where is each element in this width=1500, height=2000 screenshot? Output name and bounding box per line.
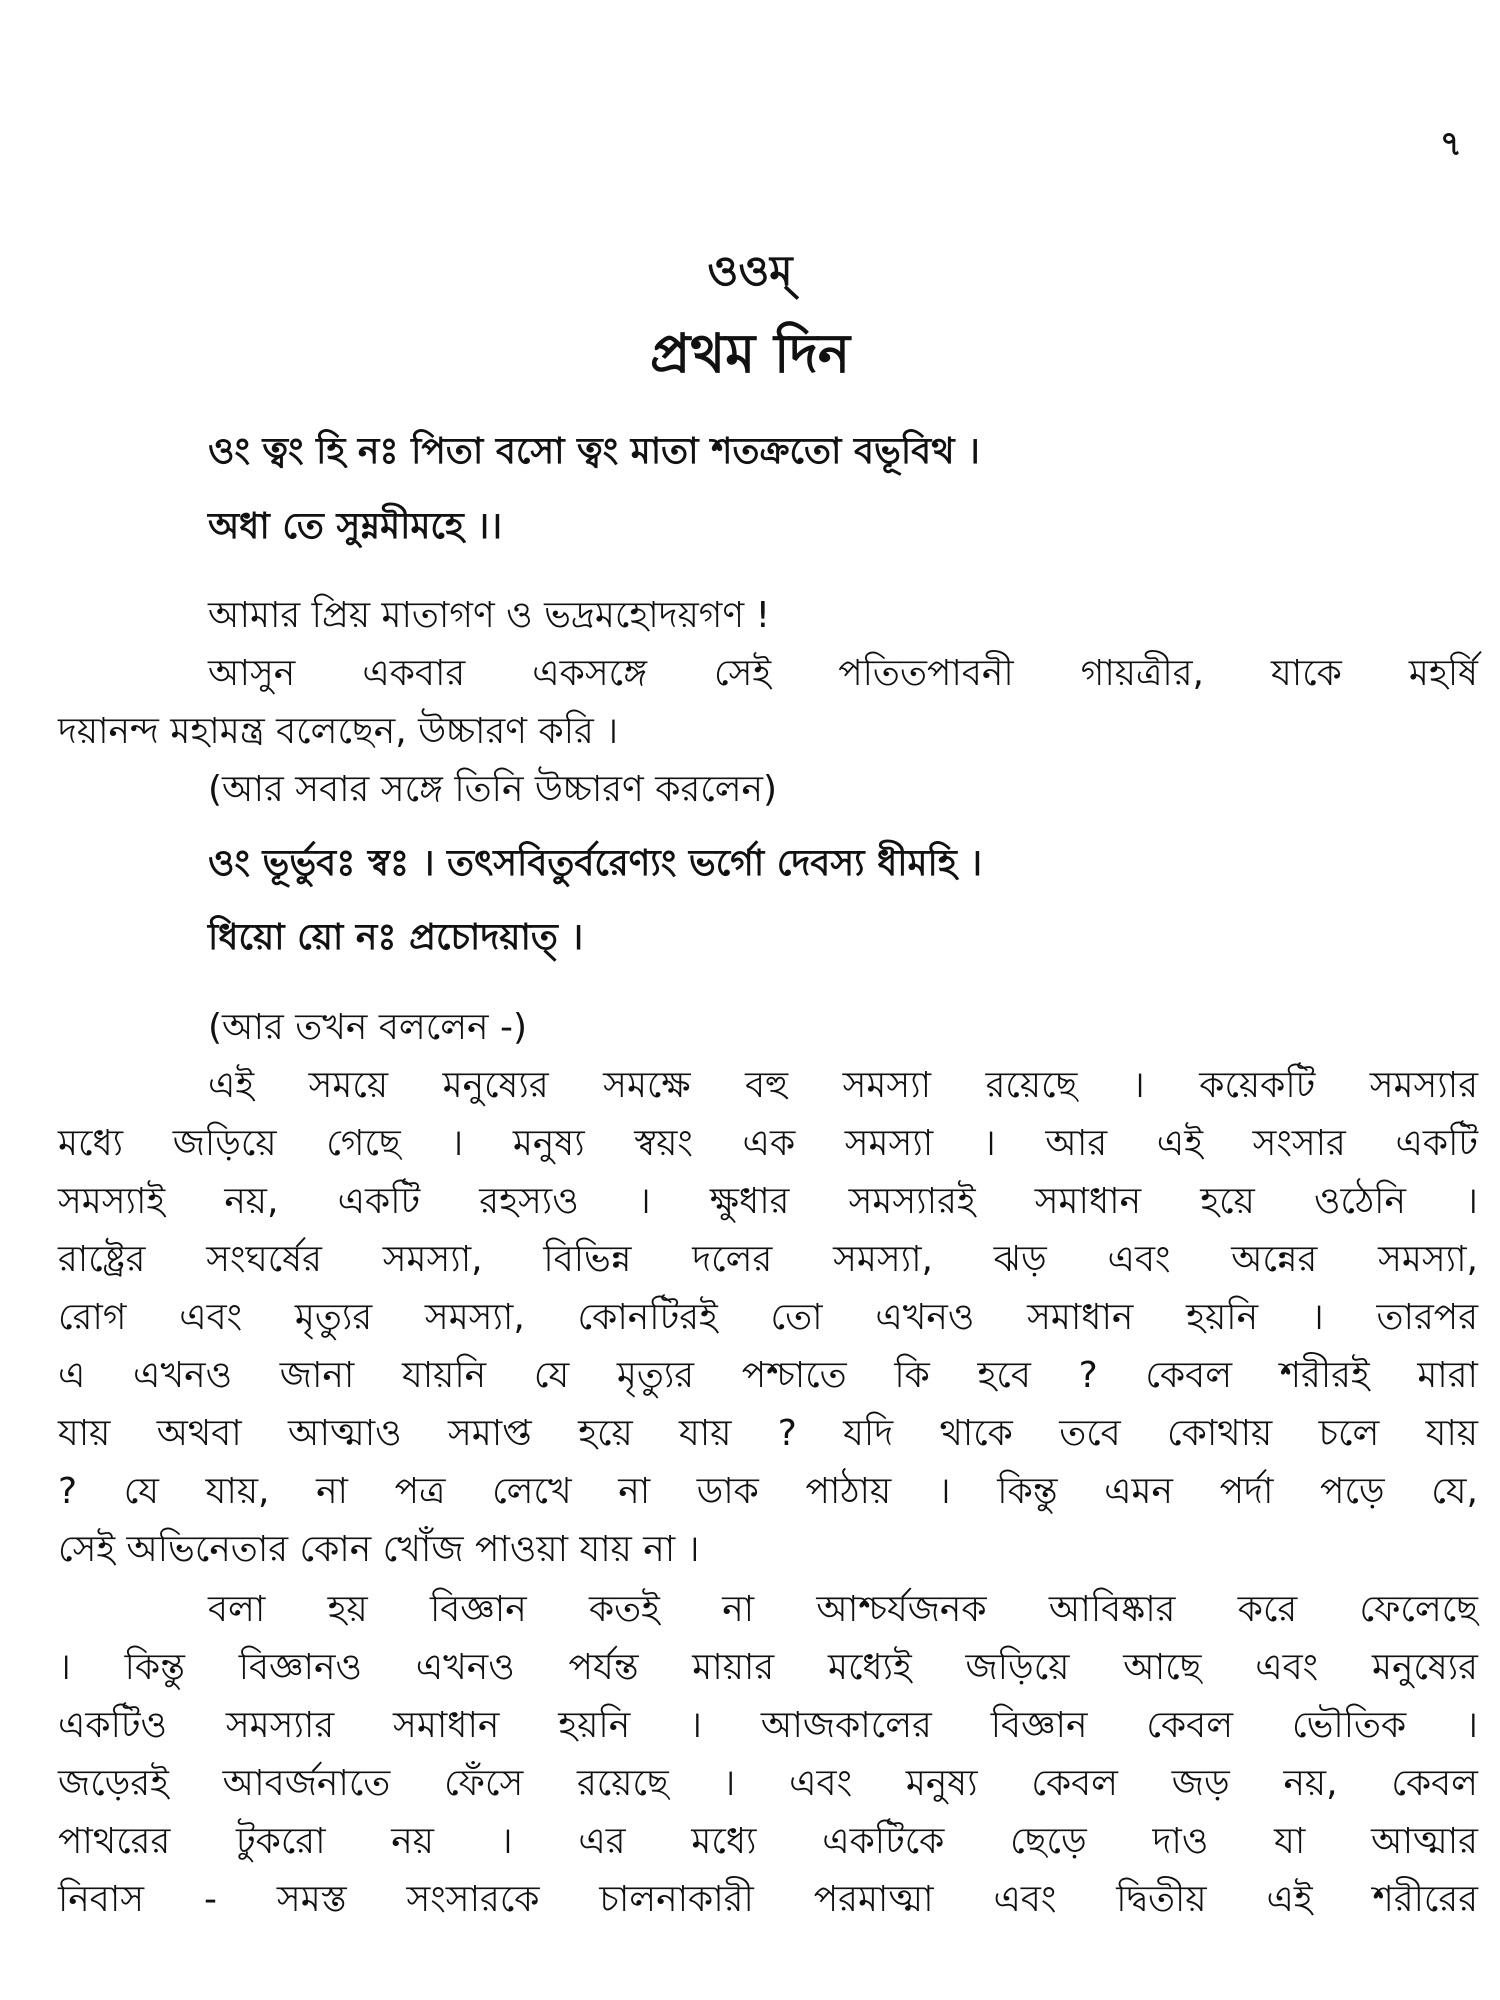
paragraph-line: রাষ্ট্রের সংঘর্ষের সমস্যা, বিভিন্ন দলের সমস্যা, ঝড় এবং অন্নের সমস্যা, <box>58 1239 1478 1280</box>
paragraph-line: এই সময়ে মনুষ্যের সমক্ষে বহু সমস্যা রয়েছে । কয়েকটি সমস্যার <box>208 1065 1478 1106</box>
intro-line: আসুন একবার একসঙ্গে সেই পতিতপাবনী গায়ত্রীর, যাকে মহর্ষি <box>208 653 1478 694</box>
paragraph-line: একটিও সমস্যার সমাধান হয়নি । আজকালের বিজ্ঞান কেবল ভৌতিক । <box>58 1705 1478 1746</box>
paragraph-line: পাথরের টুকরো নয় । এর মধ্যে একটিকে ছেড়ে দাও যা আত্মার <box>58 1821 1478 1862</box>
gayatri-line: ধিয়ো য়ো নঃ প্রচোদয়াত্ । <box>208 917 584 958</box>
mantra-line: ওং ত্বং হি নঃ পিতা বসো ত্বং মাতা শতক্রতো বভূবিথ । <box>208 431 980 472</box>
paragraph-line: (আর তখন বললেন -) <box>208 1007 527 1048</box>
paragraph-line: ? যে যায়, না পত্র লেখে না ডাক পাঠায় । কিন্তু এমন পর্দা পড়ে যে, <box>58 1471 1478 1512</box>
paragraph-line: যায় অথবা আত্মাও সমাপ্ত হয়ে যায় ? যদি থাকে তবে কোথায় চলে যায় <box>58 1413 1478 1454</box>
paragraph-line: মধ্যে জড়িয়ে গেছে । মনুষ্য স্বয়ং এক সমস্যা । আর এই সংসার একটি <box>58 1123 1478 1164</box>
intro-line: (আর সবার সঙ্গে তিনি উচ্চারণ করলেন) <box>208 769 778 810</box>
page-number: ৭ <box>1439 124 1462 164</box>
paragraph-line: । কিন্তু বিজ্ঞানও এখনও পর্যন্ত মায়ার মধ্যেই জড়িয়ে আছে এবং মনুষ্যের <box>58 1647 1478 1688</box>
greeting-line: আমার প্রিয় মাতাগণ ও ভদ্রমহোদয়গণ ! <box>208 595 771 636</box>
paragraph-line: সেই অভিনেতার কোন খোঁজ পাওয়া যায় না । <box>58 1529 700 1570</box>
mantra-line: অধা তে সুম্নমীমহে ।। <box>208 506 503 547</box>
page-title: প্রথম দিন <box>649 322 851 385</box>
paragraph-line: রোগ এবং মৃত্যুর সমস্যা, কোনটিরই তো এখনও সমাধান হয়নি । তারপর <box>58 1297 1478 1338</box>
gayatri-line: ওং ভূর্ভুবঃ স্বঃ । তৎসবিতুর্বরেণ্যং ভর্গো দেবস্য ধীমহি । <box>208 843 983 884</box>
paragraph-line: জড়েরই আবর্জনাতে ফেঁসে রয়েছে । এবং মনুষ্য কেবল জড় নয়, কেবল <box>58 1763 1478 1804</box>
paragraph-line: বলা হয় বিজ্ঞান কতই না আশ্চর্যজনক আবিষ্কার করে ফেলেছে <box>208 1589 1478 1630</box>
paragraph-line: সমস্যাই নয়, একটি রহস্যও । ক্ষুধার সমস্যারই সমাধান হয়ে ওঠেনি । <box>58 1181 1478 1222</box>
paragraph-line: নিবাস - সমস্ত সংসারকে চালনাকারী পরমাত্মা এবং দ্বিতীয় এই শরীরের <box>58 1879 1478 1920</box>
heading-om: ওওম্ <box>707 246 793 295</box>
intro-line: দয়ানন্দ মহামন্ত্র বলেছেন, উচ্চারণ করি । <box>58 711 619 752</box>
paragraph-line: এ এখনও জানা যায়নি যে মৃত্যুর পশ্চাতে কি হবে ? কেবল শরীরই মারা <box>58 1355 1478 1396</box>
